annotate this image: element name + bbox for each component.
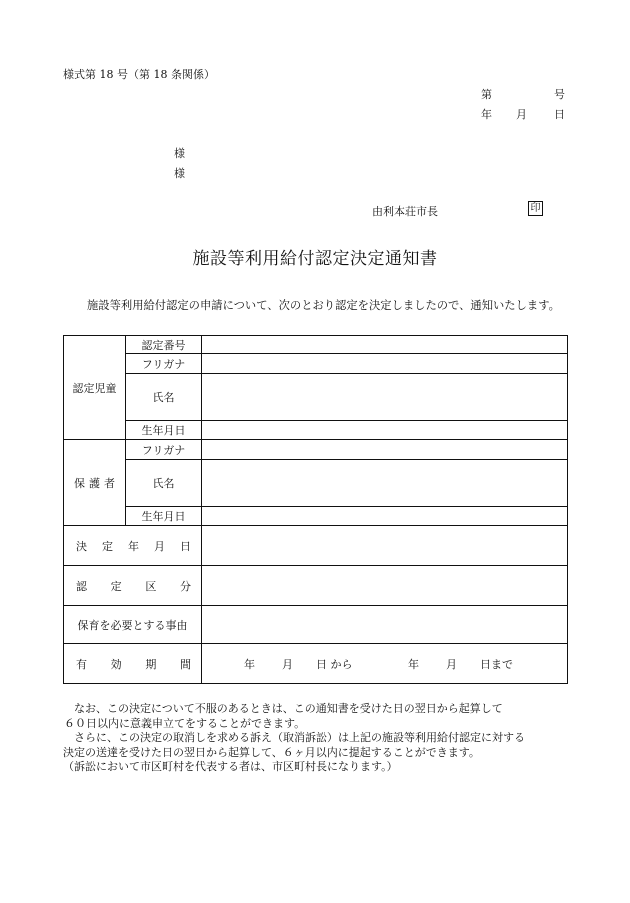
period-start-month: 月 xyxy=(282,657,293,671)
addressee-suffix-1: 様 xyxy=(174,147,185,160)
form-number: 様式第 18 号（第 18 条関係） xyxy=(63,68,215,81)
cert-number-label: 認定番号 xyxy=(126,336,202,354)
decision-date-char-2: 定 xyxy=(102,539,113,553)
validity-field[interactable] xyxy=(202,644,568,684)
guardian-char-3: 者 xyxy=(104,476,115,490)
category-char-4: 分 xyxy=(179,579,191,593)
cert-number-field[interactable] xyxy=(202,336,568,354)
guardian-group-label xyxy=(64,440,126,526)
category-field[interactable] xyxy=(202,566,568,606)
note-line-3: さらに、この決定の取消しを求める訴え（取消訴訟）は上記の施設等利用給付認定に対する xyxy=(74,731,525,744)
guardian-name-label: 氏名 xyxy=(126,460,202,507)
reason-label: 保育を必要とする事由 xyxy=(64,606,202,644)
decision-date-char-3: 年 xyxy=(128,539,139,553)
intro-text: 施設等利用給付認定の申請について、次のとおり認定を決定しましたので、通知いたします。 xyxy=(87,299,560,312)
period-start-year: 年 xyxy=(244,657,255,671)
child-furigana-field[interactable] xyxy=(202,354,568,374)
document-title: 施設等利用給付認定決定通知書 xyxy=(192,249,438,269)
validity-char-3: 期 xyxy=(145,657,157,671)
decision-date-char-5: 日 xyxy=(180,539,191,553)
validity-label xyxy=(64,644,202,684)
certification-table xyxy=(63,335,568,684)
addressee-suffix-2: 様 xyxy=(174,167,185,180)
validity-char-4: 間 xyxy=(179,657,191,671)
note-line-4: 決定の送達を受けた日の翌日から起算して、６ヶ月以内に提起することができます。 xyxy=(63,745,480,759)
child-group-label: 認定児童 xyxy=(64,336,126,440)
issuer-name: 由利本荘市長 xyxy=(372,205,438,218)
period-end-day: 日まで xyxy=(480,657,513,671)
guardian-char-1: 保 xyxy=(74,476,85,490)
category-char-3: 区 xyxy=(145,579,157,593)
category-char-1: 認 xyxy=(76,579,87,593)
period-start-day: 日 から xyxy=(316,657,353,671)
note-line-2: ６０日以内に意義申立てをすることができます。 xyxy=(64,716,306,730)
guardian-name-field[interactable] xyxy=(202,460,568,507)
doc-number-suffix: 号 xyxy=(554,88,565,101)
child-name-label: 氏名 xyxy=(126,374,202,421)
child-dob-label: 生年月日 xyxy=(126,421,202,440)
doc-date-year: 年 xyxy=(481,108,492,121)
guardian-dob-field[interactable] xyxy=(202,507,568,526)
doc-date-month: 月 xyxy=(516,108,527,121)
reason-field[interactable] xyxy=(202,606,568,644)
validity-char-2: 効 xyxy=(110,657,122,671)
doc-number-prefix: 第 xyxy=(481,88,492,101)
decision-date-label xyxy=(64,526,202,566)
period-end-month: 月 xyxy=(446,657,457,671)
note-line-5: （訴訟において市区町村を代表する者は、市区町村長になります。） xyxy=(63,760,398,773)
category-label xyxy=(64,566,202,606)
decision-date-field[interactable] xyxy=(202,526,568,566)
doc-date-day: 日 xyxy=(554,108,565,121)
child-name-field[interactable] xyxy=(202,374,568,421)
category-char-2: 定 xyxy=(110,579,122,593)
child-furigana-label: フリガナ xyxy=(126,354,202,374)
guardian-dob-label: 生年月日 xyxy=(126,507,202,526)
guardian-char-2: 護 xyxy=(89,476,100,490)
validity-char-1: 有 xyxy=(76,657,87,671)
guardian-furigana-label: フリガナ xyxy=(126,440,202,460)
period-end-year: 年 xyxy=(408,657,419,671)
decision-date-char-1: 決 xyxy=(76,539,87,553)
guardian-furigana-field[interactable] xyxy=(202,440,568,460)
notes-section xyxy=(63,702,568,775)
seal-mark: 印 xyxy=(528,201,543,216)
decision-date-char-4: 月 xyxy=(154,539,165,553)
note-line-1: なお、この決定について不服のあるときは、この通知書を受けた日の翌日から起算して xyxy=(74,702,503,715)
child-dob-field[interactable] xyxy=(202,421,568,440)
